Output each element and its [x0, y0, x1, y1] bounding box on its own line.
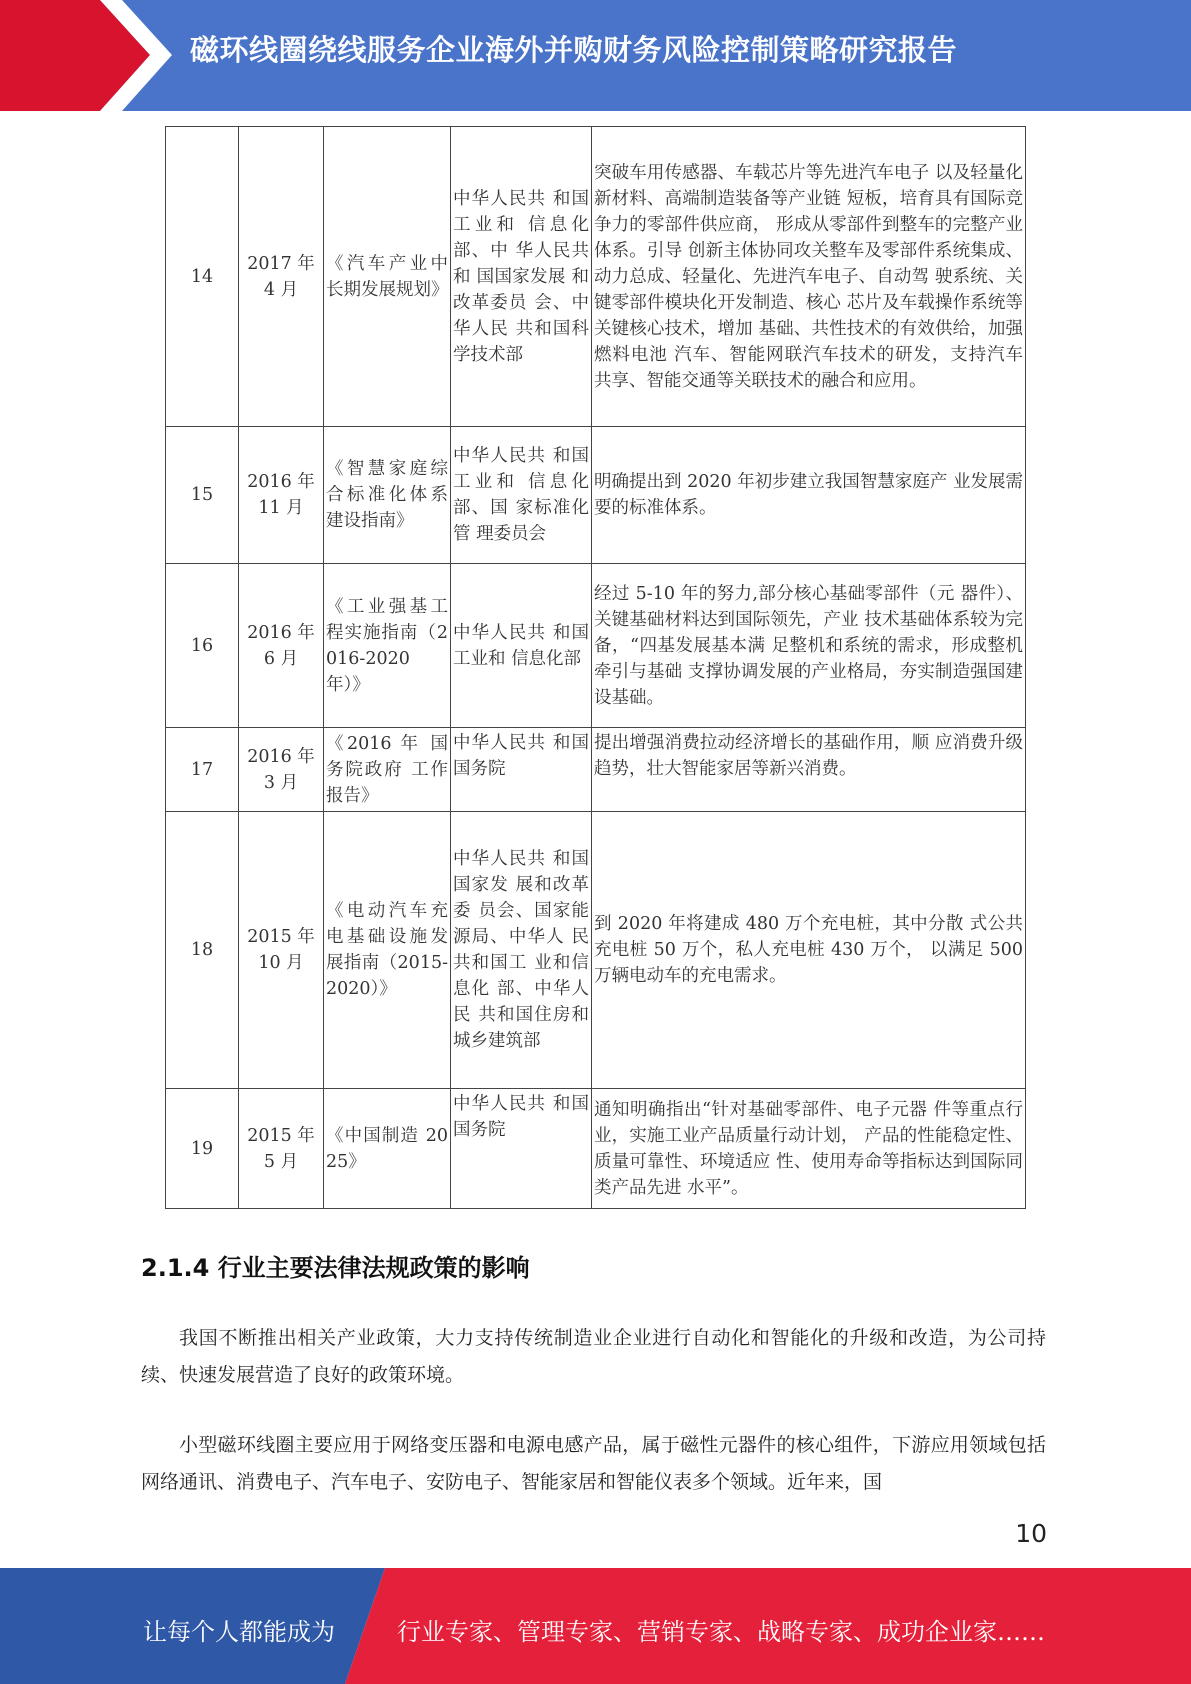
- table-row: [166, 1089, 1026, 1209]
- page-footer: [0, 1568, 1191, 1684]
- row-number: 19: [166, 1089, 239, 1209]
- row-number: 14: [166, 127, 239, 427]
- row-number: 16: [166, 564, 239, 728]
- row-date: 2016 年 3 月: [239, 728, 324, 812]
- page-header: [0, 0, 1191, 111]
- table-row: [166, 427, 1026, 564]
- row-policy-name: 《电动汽车充电基础设施发展指南（2015-2020）》: [324, 812, 451, 1089]
- footer-slogan-left: 让每个人都能成为: [143, 1618, 335, 1646]
- row-content: 突破车用传感器、车载芯片等先进汽车电子 以及轻量化新材料、高端制造装备等产业链 短板，培育具有国际竞争力的零部件供应商， 形成从零部件到整车的完整产业体系。引导 创新主体协同攻关整车及零部件系统集成、 动力总成、轻量化、先进汽车电子、自动驾 驶系统、关键零部件模块化开发制造、核心 芯片及车载操作系统等关键核心技术，增加 基础、共性技术的有效供给，加强燃料电池 汽车、智能网联汽车技术的研发，支持汽车 共享、智能交通等关联技术的融合和应用。: [592, 127, 1026, 427]
- row-date: 2015 年 5 月: [239, 1089, 324, 1209]
- row-date: 2016 年 6 月: [239, 564, 324, 728]
- table-row: [166, 812, 1026, 1089]
- row-policy-name: 《工业强基工程实施指南（2016-2020 年）》: [324, 564, 451, 728]
- body-paragraph: 我国不断推出相关产业政策，大力支持传统制造业企业进行自动化和智能化的升级和改造，为公司持续、快速发展营造了良好的政策环境。: [141, 1327, 1046, 1386]
- row-department: 中华人民共 和国工业和 信息化部、国 家标准化管 理委员会: [451, 427, 592, 564]
- table-row: [166, 127, 1026, 427]
- row-department: 中华人民共 和国国家发 展和改革委 员会、国家能 源局、中华人 民共和国工 业和信息化 部、中华人民 共和国住房和城乡建筑部: [451, 812, 592, 1089]
- row-content: 明确提出到 2020 年初步建立我国智慧家庭产 业发展需要的标准体系。: [592, 427, 1026, 564]
- row-number: 18: [166, 812, 239, 1089]
- row-policy-name: 《2016 年 国务院政府 工作报告》: [324, 728, 451, 812]
- row-department: 中华人民共 和国工业和 信息化部: [451, 564, 592, 728]
- row-department: 中华人民共 和国国务院: [451, 728, 592, 812]
- row-department: 中华人民共 和国工业和 信息化部、中 华人民共和 国国家发展 和改革委员 会、中华人民 共和国科学技术部: [451, 127, 592, 427]
- row-number: 15: [166, 427, 239, 564]
- row-policy-name: 《汽车产业中长期发展规划》: [324, 127, 451, 427]
- policy-table: [165, 126, 1026, 1209]
- table-row: [166, 728, 1026, 812]
- row-content: 提出增强消费拉动经济增长的基础作用，顺 应消费升级趋势，壮大智能家居等新兴消费。: [592, 728, 1026, 812]
- report-title: 磁环线圈绕线服务企业海外并购财务风险控制策略研究报告: [190, 33, 958, 67]
- row-date: 2017 年 4 月: [239, 127, 324, 427]
- row-content: 经过 5-10 年的努力,部分核心基础零部件（元 器件）、关键基础材料达到国际领先，产业 技术基础体系较为完备，“四基发展基本满 足整机和系统的需求，形成整机牵引与基础 支撑协调发展的产业格局，夯实制造强国建 设基础。: [592, 564, 1026, 728]
- row-content: 通知明确指出“针对基础零部件、电子元器 件等重点行业，实施工业产品质量行动计划， 产品的性能稳定性、质量可靠性、环境适应 性、使用寿命等指标达到国际同类产品先进 水平”。: [592, 1089, 1026, 1209]
- row-policy-name: 《智慧家庭综合标准化体系建设指南》: [324, 427, 451, 564]
- row-number: 17: [166, 728, 239, 812]
- page-number: 10: [1015, 1519, 1047, 1548]
- row-date: 2015 年 10 月: [239, 812, 324, 1089]
- table-row: [166, 564, 1026, 728]
- section-heading: 2.1.4 行业主要法律法规政策的影响: [141, 1254, 530, 1282]
- row-department: 中华人民共 和国国务院: [451, 1089, 592, 1209]
- row-policy-name: 《中国制造 2025》: [324, 1089, 451, 1209]
- body-paragraph: 小型磁环线圈主要应用于网络变压器和电源电感产品，属于磁性元器件的核心组件，下游应用领域包括网络通讯、消费电子、汽车电子、安防电子、智能家居和智能仪表多个领域。近年来，国: [141, 1434, 1046, 1493]
- row-date: 2016 年 11 月: [239, 427, 324, 564]
- row-content: 到 2020 年将建成 480 万个充电桩，其中分散 式公共充电桩 50 万个，私人充电桩 430 万个， 以满足 500 万辆电动车的充电需求。: [592, 812, 1026, 1089]
- footer-slogan-right: 行业专家、管理专家、营销专家、战略专家、成功企业家……: [397, 1618, 1045, 1646]
